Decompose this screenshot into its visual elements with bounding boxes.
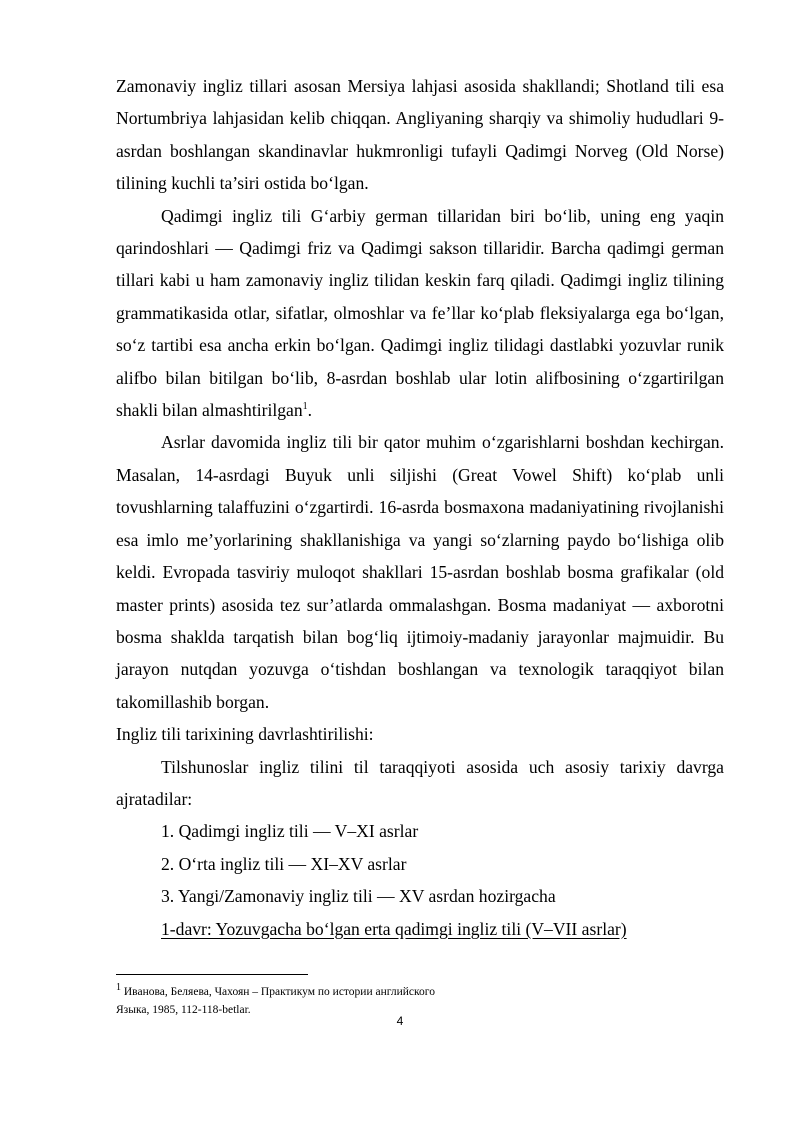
period-item: 1. Qadimgi ingliz tili — V–XI asrlar xyxy=(161,821,419,842)
period-subheading xyxy=(116,913,724,945)
paragraph-old-english xyxy=(116,200,724,427)
paragraph-periods-intro: Tilshunoslar ingliz tilini til taraqqiyoti asosida uch asosiy tarixiy davrga ajratadilar: xyxy=(116,756,724,809)
section-heading: Ingliz tili tarixining davrlashtirilishi: xyxy=(116,724,374,745)
footnote-divider xyxy=(116,974,308,975)
footnote-number: 1 xyxy=(116,982,121,994)
page-number: 4 xyxy=(396,1014,404,1028)
page-body xyxy=(116,70,724,945)
period-item: 3. Yangi/Zamonaviy ingliz tili — XV asrdan hozirgacha xyxy=(161,886,556,907)
paragraph-old-english-text: Qadimgi ingliz tili G‘arbiy german tillaridan biri bo‘lib, uning eng yaqin qarindoshlari — Qadimgi friz va Qadimgi sakson tillaridir. Barcha qadimgi german tillari kabi u ham zamonaviy ingliz tilidan keskin farq qiladi. Qadimgi ingliz tilining grammatikasida otlar, sifatlar, olmoshlar va fe’llar ko‘plab fleksiyalarga ega bo‘lgan, so‘z tartibi esa ancha erkin bo‘lgan. Qadimgi ingliz tilidagi dastlabki yozuvlar runik alifbo bilan bitilgan bo‘lib, 8-asrdan boshlab ular lotin alifbosining o‘zgartirilgan shakli bilan almashtirilgan xyxy=(116,205,724,421)
paragraph-old-english-end: . xyxy=(307,400,313,421)
paragraph-changes: Asrlar davomida ingliz tili bir qator muhim o‘zgarishlarni boshdan kechirgan. Masalan, 14-asrdagi Buyuk unli siljishi (Great Vowel Shift) ko‘plab unli tovushlarning talaffuzini o‘zgartirdi. 16-asrda bosmaxona madaniyatining rivojlanishi esa imlo me’yorlarining shakllanishiga va yangi so‘zlarning paydo bo‘lishiga olib keldi. Evropada tasviriy muloqot shakllari 15-asrdan boshlab bosma grafikalar (old master prints) asosida tez sur’atlarda ommalashgan. Bosma madaniyat — axborotni bosma shaklda tarqatish bilan bog‘liq ijtimoiy-madaniy jarayonlar majmuidir. Bu jarayon nutqdan yozuvga o‘tishdan boshlangan va texnologik taraqqiyot bilan takomillashib borgan. xyxy=(116,432,724,712)
period-item: 2. O‘rta ingliz tili — XI–XV asrlar xyxy=(161,853,407,874)
footnote-reference[interactable]: 1 xyxy=(302,401,308,413)
footnote-line-1 xyxy=(116,983,676,1001)
period-subheading-text: 1-davr: Yozuvgacha bo‘lgan erta qadimgi ingliz tili (V–VII asrlar) xyxy=(161,918,627,939)
paragraph-dialects: Zamonaviy ingliz tillari asosan Mersiya lahjasi asosida shakllandi; Shotland tili esa Nortumbriya lahjasidan kelib chiqqan. Angliyaning sharqiy va shimoliy hududlari 9-asrdan boshlangan skandinavlar hukmronligi tufayli Qadimgi Norveg (Old Norse) tilining kuchli ta’siri ostida bo‘lgan. xyxy=(116,76,724,194)
footnote-citation: Иванова, Беляева, Чахоян – Практикум по истории английского xyxy=(121,986,435,998)
footnote-line-2: Языка, 1985, 112-118-betlar. xyxy=(116,1004,251,1016)
